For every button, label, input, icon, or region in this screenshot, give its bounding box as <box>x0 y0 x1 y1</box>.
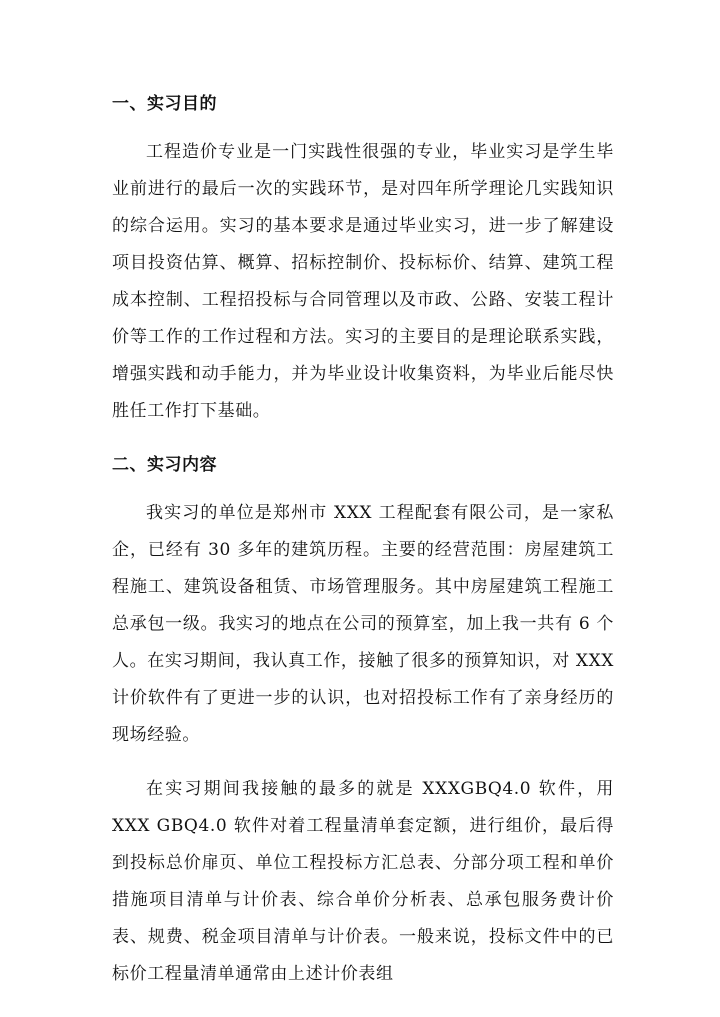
paragraph-internship-company: 我实习的单位是郑州市 XXX 工程配套有限公司，是一家私企，已经有 30 多年的建筑历程。主要的经营范围：房屋建筑工程施工、建筑设备租赁、市场管理服务。其中房屋建筑工程施工总承包一级。我实习的地点在公司的预算室，加上我一共有 6 个人。在实习期间，我认真工作，接触了很多的预算知识，对 XXX 计价软件有了更进一步的认识，也对招投标工作有了亲身经历的现场经验。 <box>112 503 614 745</box>
document-body <box>112 86 614 993</box>
section-heading-internship-purpose: 一、实习目的 <box>112 94 217 114</box>
paragraph-internship-purpose: 工程造价专业是一门实践性很强的专业，毕业实习是学生毕业前进行的最后一次的实践环节，是对四年所学理论几实践知识的综合运用。实习的基本要求是通过毕业实习，进一步了解建设项目投资估算、概算、招标控制价、投标标价、结算、建筑工程成本控制、工程招投标与合同管理以及市政、公路、安装工程计价等工作的工作过程和方法。实习的主要目的是理论联系实践，增强实践和动手能力，并为毕业设计收集资料，为毕业后能尽快胜任工作打下基础。 <box>112 142 614 421</box>
section-heading-internship-content: 二、实习内容 <box>112 455 217 475</box>
paragraph-internship-software: 在实习期间我接触的最多的就是 XXXGBQ4.0 软件，用 XXX GBQ4.0 软件对着工程量清单套定额，进行组价，最后得到投标总价扉页、单位工程投标方汇总表、分部分项工程和单价措施项目清单与计价表、综合单价分析表、总承包服务费计价表、规费、税金项目清单与计价表。一般来说，投标文件中的已标价工程量清单通常由上述计价表组 <box>112 779 614 984</box>
